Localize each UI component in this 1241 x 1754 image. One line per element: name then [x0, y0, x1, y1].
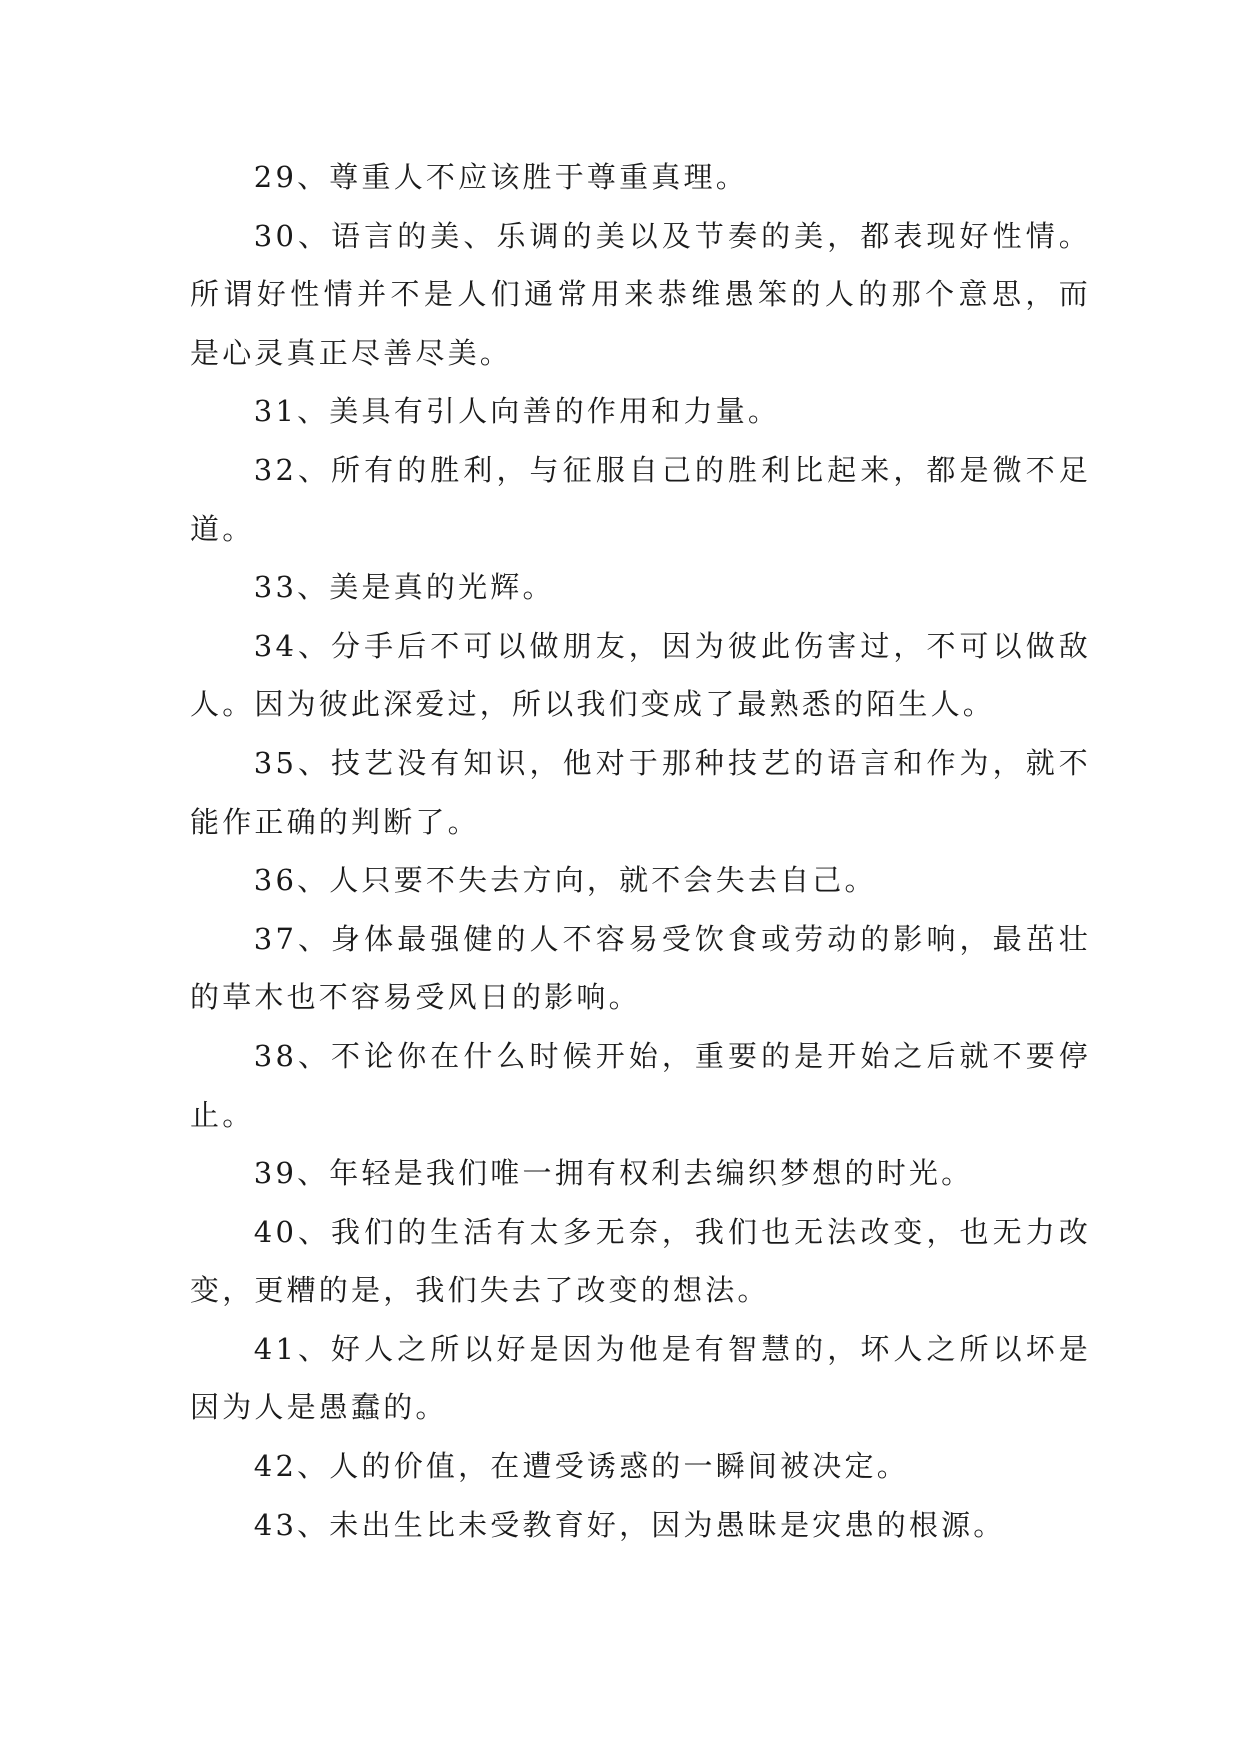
quote-32: 32、所有的胜利，与征服自己的胜利比起来，都是微不足道。 — [190, 452, 1091, 546]
quote-35: 35、技艺没有知识，他对于那种技艺的语言和作为，就不能作正确的判断了。 — [190, 745, 1091, 839]
quote-36: 36、人只要不失去方向，就不会失去自己。 — [253, 863, 877, 898]
quote-37: 37、身体最强健的人不容易受饮食或劳动的影响，最茁壮的草木也不容易受风日的影响。 — [190, 921, 1091, 1015]
quote-39: 39、年轻是我们唯一拥有权利去编织梦想的时光。 — [253, 1156, 974, 1191]
quote-33: 33、美是真的光辉。 — [253, 570, 555, 605]
quote-41: 41、好人之所以好是因为他是有智慧的，坏人之所以坏是因为人是愚蠢的。 — [190, 1331, 1091, 1425]
quote-34: 34、分手后不可以做朋友，因为彼此伤害过，不可以做敌人。因为彼此深爱过，所以我们变成了最熟悉的陌生人。 — [190, 628, 1091, 722]
quote-29: 29、尊重人不应该胜于尊重真理。 — [253, 160, 748, 194]
quote-31: 31、美具有引人向善的作用和力量。 — [253, 394, 781, 429]
quote-38: 38、不论你在什么时候开始，重要的是开始之后就不要停止。 — [190, 1038, 1091, 1132]
quote-40: 40、我们的生活有太多无奈，我们也无法改变，也无力改变，更糟的是，我们失去了改变的想法。 — [190, 1214, 1091, 1308]
quote-43: 43、未出生比未受教育好，因为愚昧是灾患的根源。 — [253, 1507, 1006, 1542]
quote-42: 42、人的价值，在遭受诱惑的一瞬间被决定。 — [253, 1449, 909, 1484]
quote-30: 30、语言的美、乐调的美以及节奏的美，都表现好性情。所谓好性情并不是人们通常用来恭维愚笨的人的那个意思，而是心灵真正尽善尽美。 — [190, 218, 1091, 370]
